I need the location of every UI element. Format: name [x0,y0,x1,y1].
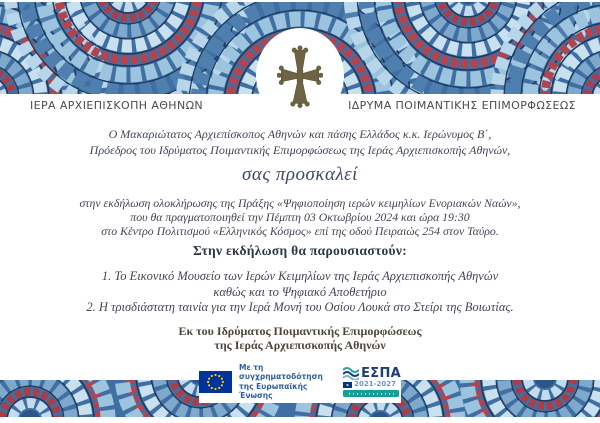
item-2: 2. Η τρισδιάστατη ταινία για την Ιερά Μονή του Οσίου Λουκά στο Στείρι της Βοιωτίας. [86,300,514,314]
espa-mini-flag-icon [343,382,352,388]
header-archdiocese: ΙΕΡΑ ΑΡΧΙΕΠΙΣΚΟΠΗ ΑΘΗΝΩΝ [30,99,204,112]
eu-flag-icon [199,371,232,393]
institution-headers [0,99,600,112]
espa-tagline-band [343,390,399,397]
event-line-3: στο Κέντρο Πολιτισμού «Ελληνικός Κόσμος» επί της οδού Πειραιώς 254 στον Ταύρο. [101,224,499,238]
eu-funding-text [239,363,336,401]
header-foundation: ΙΔΡΥΜΑ ΠΟΙΜΑΝΤΙΚΗΣ ΕΠΙΜΟΡΦΩΣΕΩΣ [348,99,576,112]
eu-funding-line-1: Με τη συγχρηματοδότηση [239,362,323,382]
event-line-1: στην εκδήλωση ολοκλήρωσης της Πράξης «Ψηφιοποίηση ιερών κειμηλίων Ενοριακών Ναών», [79,196,521,210]
presentation-heading: Στην εκδήλωση θα παρουσιαστούν: [193,243,407,258]
espa-logo [343,366,401,397]
funding-logos-box [199,360,401,403]
item-1-line-2: καθώς και το Ψηφιακό Αποθετήριο [213,285,387,299]
item-1-line-1: 1. Το Εικονικό Μουσείο των Ιερών Κειμηλίων της Ιεράς Αρχιεπισκοπής Αθηνών [101,269,499,283]
signoff-line-1: Εκ του Ιδρύματος Ποιμαντικής Επιμορφώσεως [178,324,422,338]
event-line-2: που θα πραγματοποιηθεί την Πέμπτη 03 Οκτωβρίου 2024 και ώρα 19:30 [130,210,470,224]
intro-line-1: Ο Μακαριώτατος Αρχιεπίσκοπος Αθηνών και πάσης Ελλάδος κ.κ. Ιερώνυμος Β΄, [108,127,492,141]
intro-line-2: Πρόεδρος του Ιδρύματος Ποιμαντικής Επιμορφώσεως της Ιεράς Αρχιεπισκοπής Αθηνών, [89,143,511,157]
signoff-line-2: της Ιεράς Αρχιεπισκοπής Αθηνών [214,338,386,352]
espa-title: ΕΣΠΑ [361,365,401,381]
espa-years: 2021-2027 [354,380,396,388]
invitation-phrase: σας προσκαλεί [242,164,358,185]
espa-waves-icon [343,366,359,380]
eu-funding-line-2: της Ευρωπαϊκής Ένωσης [239,381,308,400]
